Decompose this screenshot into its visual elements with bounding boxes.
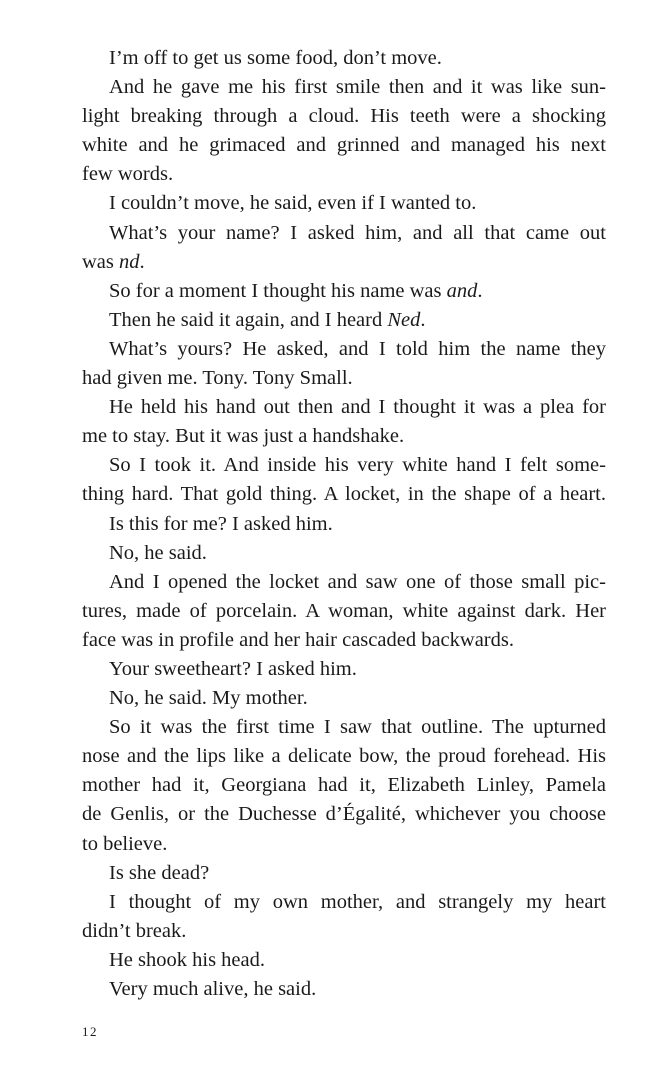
text-line <box>82 422 606 451</box>
line-text: face was in profile and her hair cascaded backwards. <box>82 628 514 651</box>
text-line <box>82 510 606 539</box>
text-line <box>82 684 606 713</box>
text-line <box>82 830 606 859</box>
text-line <box>82 771 606 800</box>
line-text: He held his hand out then and I thought it was a plea for <box>109 396 606 419</box>
text-line <box>82 626 606 655</box>
line-text: So it was the first time I saw that outline. The upturned <box>109 716 606 739</box>
text-line <box>82 742 606 771</box>
text-line <box>82 859 606 888</box>
line-text: No, he said. My mother. <box>109 687 308 710</box>
line-text: What’s yours? He asked, and I told him the name they <box>109 337 606 360</box>
line-text: had given me. Tony. Tony Small. <box>82 367 353 390</box>
line-text: So for a moment I thought his name was <box>109 279 447 302</box>
text-line <box>82 306 606 335</box>
line-text: And I opened the locket and saw one of those small pic- <box>109 570 606 593</box>
line-text: What’s your name? I asked him, and all that came out <box>109 221 606 244</box>
page-number: 12 <box>82 1024 98 1039</box>
text-line <box>82 655 606 684</box>
line-text: de Genlis, or the Duchesse d’Égalité, whichever you choose <box>82 803 606 826</box>
text-line <box>82 800 606 829</box>
line-text: thing hard. That gold thing. A locket, in the shape of a heart. <box>82 483 606 506</box>
text-line <box>82 44 606 73</box>
emphasis-text: nd <box>119 250 140 273</box>
text-line <box>82 364 606 393</box>
text-line <box>82 73 606 102</box>
line-text: tures, made of porcelain. A woman, white against dark. Her <box>82 599 606 622</box>
line-text: nose and the lips like a delicate bow, the proud forehead. His <box>82 745 606 768</box>
text-line <box>82 539 606 568</box>
text-line <box>82 975 606 1004</box>
line-text: was <box>82 250 120 273</box>
line-text: No, he said. <box>109 541 207 564</box>
line-text: mother had it, Georgiana had it, Elizabeth Linley, Pamela <box>82 774 606 797</box>
text-line <box>82 393 606 422</box>
line-text: to believe. <box>82 832 168 855</box>
text-line <box>82 480 606 509</box>
text-line <box>82 888 606 917</box>
text-line <box>82 335 606 364</box>
line-text: Is she dead? <box>109 861 210 884</box>
emphasis-text: and <box>446 279 478 302</box>
line-text: And he gave me his first smile then and it was like sun- <box>109 76 606 99</box>
line-text: Then he said it again, and I heard <box>109 308 388 331</box>
line-text: Your sweetheart? I asked him. <box>109 657 357 680</box>
text-line <box>82 277 606 306</box>
text-line <box>82 131 606 160</box>
line-text: me to stay. But it was just a handshake. <box>82 425 405 448</box>
text-line <box>82 248 606 277</box>
text-block <box>82 44 606 1004</box>
line-text: light breaking through a cloud. His teeth were a shocking <box>82 105 606 128</box>
line-text: Is this for me? I asked him. <box>109 512 333 535</box>
line-text: Very much alive, he said. <box>109 978 317 1000</box>
text-line <box>82 713 606 742</box>
text-line <box>82 219 606 248</box>
line-text-end: . <box>477 279 483 302</box>
text-line <box>82 102 606 131</box>
text-line <box>82 946 606 975</box>
line-text: I’m off to get us some food, don’t move. <box>109 47 442 69</box>
line-text: He shook his head. <box>109 948 266 971</box>
text-line <box>82 917 606 946</box>
line-text: I thought of my own mother, and strangely my heart <box>109 890 606 913</box>
line-text: few words. <box>82 163 174 186</box>
line-text: didn’t break. <box>82 919 187 942</box>
line-text: I couldn’t move, he said, even if I wanted to. <box>109 192 477 215</box>
text-line <box>82 189 606 218</box>
text-line <box>82 568 606 597</box>
line-text-end: . <box>139 250 145 273</box>
line-text-end: . <box>420 308 426 331</box>
line-text: So I took it. And inside his very white hand I felt some- <box>109 454 606 477</box>
line-text: white and he grimaced and grinned and managed his next <box>82 134 606 157</box>
text-line <box>82 451 606 480</box>
emphasis-text: Ned <box>387 308 421 331</box>
text-line <box>82 597 606 626</box>
text-line <box>82 160 606 189</box>
